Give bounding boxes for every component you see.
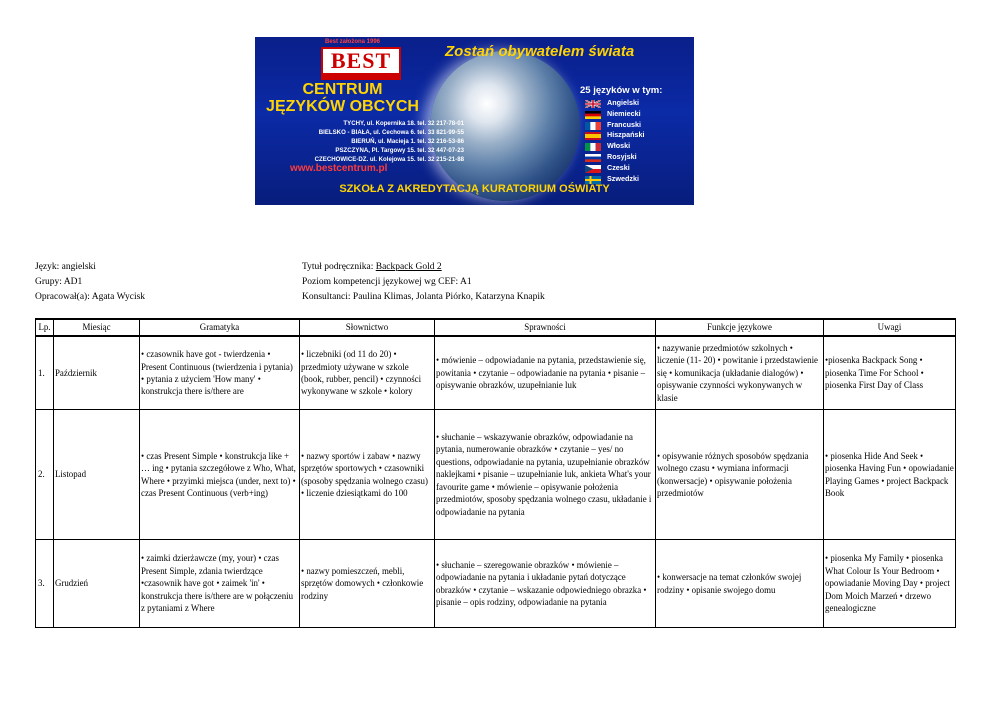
founded-text: Best założona 1996: [325, 39, 381, 45]
spain-flag-icon: [585, 132, 601, 140]
language-name: Niemiecki: [607, 108, 641, 118]
textbook-info: [302, 261, 442, 273]
language-item: [607, 130, 645, 141]
czech-flag-icon: [585, 165, 601, 173]
accreditation-text: SZKOŁA Z AKREDYTACJĄ KURATORIUM OŚWIATY: [339, 183, 610, 195]
slogan: Zostań obywatelem świata: [445, 43, 635, 60]
curriculum-table: [35, 318, 956, 628]
languages-list: [607, 98, 645, 184]
cell-lp: 2.: [36, 410, 54, 540]
cell-functions: • nazywanie przedmiotów szkolnych • liczenie (11- 20) • powitanie i przedstawienie się • komunikacja (układanie dialogów) • opisywanie czynności wykonywanych w klasie: [656, 336, 824, 410]
table-header-row: [36, 319, 956, 336]
uk-flag-icon: [585, 100, 601, 108]
language-name: Szwedzki: [607, 173, 639, 183]
header-skills: Sprawności: [435, 319, 656, 336]
school-banner: [255, 37, 694, 205]
cell-vocabulary: • nazwy pomieszczeń, mebli, sprzętów domowych • członkowie rodziny: [300, 540, 435, 628]
table-row: [36, 540, 956, 628]
address-line: PSZCZYNA, Pl. Targowy 15. tel. 32 447-07-23: [335, 147, 464, 154]
language-name: Hiszpański: [607, 130, 645, 140]
germany-flag-icon: [585, 111, 601, 119]
cell-grammar: • czas Present Simple • konstrukcja like + … ing • pytania szczegółowe z Who, What, Where • przyimki miejsca (under, next to) • czas Present Continuous (verb+ing): [140, 410, 300, 540]
cef-level-label: Poziom kompetencji językowej wg CEF: A1: [302, 277, 472, 287]
address-line: CZECHOWICE-DZ. ul. Kolejowa 15. tel. 32 215-21-88: [314, 156, 464, 163]
france-flag-icon: [585, 122, 601, 130]
textbook-label: Tytuł podręcznika:: [302, 262, 376, 272]
table-row: [36, 410, 956, 540]
cell-lp: 1.: [36, 336, 54, 410]
header-notes: Uwagi: [824, 319, 956, 336]
language-name: Angielski: [607, 98, 639, 107]
groups-label: Grupy: AD1: [35, 277, 83, 287]
italy-flag-icon: [585, 143, 601, 151]
cell-vocabulary: • nazwy sportów i zabaw • nazwy sprzętów sportowych • czasowniki (sposoby spędzania wolnego czasu) • liczenie dziesiątkami do 100: [300, 410, 435, 540]
language-label: Język: angielski: [35, 262, 96, 272]
language-item: [607, 163, 645, 174]
cell-notes: • piosenka My Family • piosenka What Colour Is Your Bedroom • opowiadanie Moving Day • project Dom Moich Marzeń • drzewo genealogiczne: [824, 540, 956, 628]
header-grammar: Gramatyka: [140, 319, 300, 336]
author-label: Opracował(a): Agata Wycisk: [35, 292, 146, 302]
language-item: [607, 109, 645, 120]
language-item: [607, 98, 645, 109]
language-name: Czeski: [607, 162, 630, 172]
header-month: Miesiąc: [54, 319, 140, 336]
language-name: Francuski: [607, 119, 641, 129]
cell-month: Grudzień: [54, 540, 140, 628]
cell-grammar: • czasownik have got - twierdzenia • Present Continuous (twierdzenia i pytania) • pytania z użyciem 'How many' • konstrukcja there is/there are: [140, 336, 300, 410]
address-line: BIELSKO - BIAŁA, ul. Cechowa 6. tel. 33 821-99-55: [318, 129, 464, 136]
cell-month: Listopad: [54, 410, 140, 540]
cell-skills: • słuchanie – wskazywanie obrazków, odpowiadanie na pytania, numerowanie obrazków • czytanie – yes/ no questions, odpowiadanie na pytania, uzupełnianie obrazków naklejkami • pisanie – uzupełnianie luk, ankieta What's your favourite game • mówienie – opisywanie położenia przedmiotów, sposoby spędzania wolnego czasu, układanie i odpowiadanie na pytania: [435, 410, 656, 540]
cell-grammar: • zaimki dzierżawcze (my, your) • czas Present Simple, zdania twierdzące •czasownik have got • zaimek 'in' • konstrukcja there is/there are w połączeniu z pytaniami z Where: [140, 540, 300, 628]
cell-functions: • opisywanie różnych sposobów spędzania wolnego czasu • wymiana informacji (konwersacje) • opisywanie położenia przedmiotów: [656, 410, 824, 540]
school-name-line1: CENTRUM: [302, 81, 383, 98]
header-functions: Funkcje językowe: [656, 319, 824, 336]
header-lp: Lp.: [36, 319, 54, 336]
address-list: [259, 119, 464, 164]
header-vocabulary: Słownictwo: [300, 319, 435, 336]
language-item: [607, 152, 645, 163]
cell-lp: 3.: [36, 540, 54, 628]
language-item: [607, 141, 645, 152]
cell-notes: • piosenka Hide And Seek • piosenka Having Fun • opowiadanie Playing Games • project Backpack Book: [824, 410, 956, 540]
textbook-title: Backpack Gold 2: [375, 262, 442, 272]
logo-bar: [321, 75, 401, 80]
cell-skills: • mówienie – odpowiadanie na pytania, przedstawienie się, powitania • czytanie – odpowiadanie na pytania • pisanie – opisywanie obrazków, uzupełnianie luk: [435, 336, 656, 410]
cell-vocabulary: • liczebniki (od 11 do 20) • przedmioty używane w szkole (book, rubber, pencil) • czynności wykonywane w szkole • kolory: [300, 336, 435, 410]
consultants-label: Konsultanci: Paulina Klimas, Jolanta Piórko, Katarzyna Knapik: [302, 292, 545, 302]
language-item: [607, 120, 645, 131]
website-link[interactable]: www.bestcentrum.pl: [290, 163, 388, 174]
table-row: [36, 336, 956, 410]
cell-month: Październik: [54, 336, 140, 410]
school-name-line2: JĘZYKÓW OBCYCH: [266, 98, 419, 115]
address-line: TYCHY, ul. Kopernika 18. tel. 32 217-78-01: [343, 120, 464, 127]
russia-flag-icon: [585, 154, 601, 162]
address-line: BIERUŃ, ul. Macieja 1. tel. 32 216-53-86: [351, 138, 464, 145]
cell-notes: •piosenka Backpack Song • piosenka Time For School • piosenka First Day of Class: [824, 336, 956, 410]
cell-functions: • konwersacje na temat członków swojej rodziny • opisanie swojego domu: [656, 540, 824, 628]
language-name: Rosyjski: [607, 151, 637, 161]
school-name: [255, 81, 430, 115]
cell-skills: • słuchanie – szeregowanie obrazków • mówienie – odpowiadanie na pytania i układanie pytań dotyczące obrazków • czytanie – wskazanie odpowiedniego obrazka • pisanie – opis rodziny, odpowiadanie na pytania: [435, 540, 656, 628]
best-logo: BEST: [321, 47, 401, 75]
languages-heading: 25 języków w tym:: [580, 85, 663, 96]
language-name: Włoski: [607, 141, 631, 151]
